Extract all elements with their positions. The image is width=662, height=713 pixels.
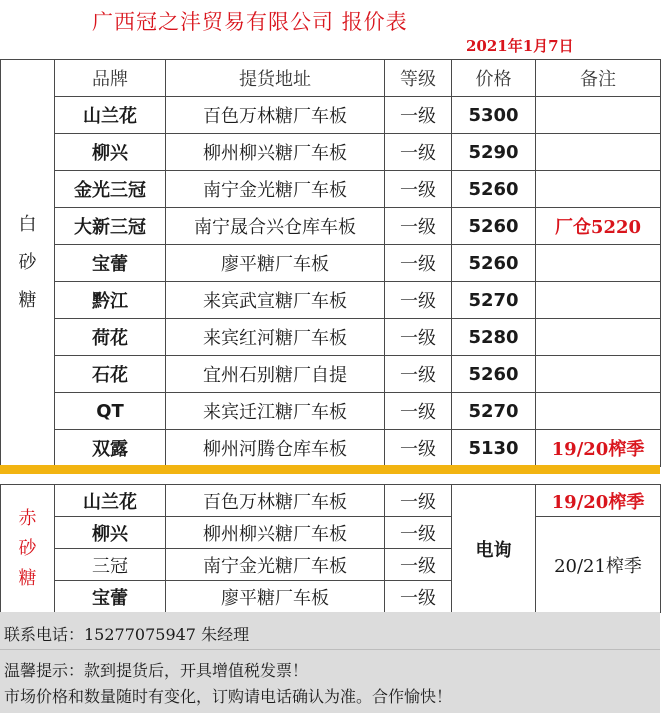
cell-brand: 柳兴	[55, 134, 166, 171]
table-row	[1, 356, 661, 393]
header-address: 提货地址	[166, 60, 385, 97]
cell-brand: 山兰花	[55, 97, 166, 134]
cell-address: 来宾迁江糖厂车板	[166, 393, 385, 430]
cell-grade: 一级	[385, 319, 452, 356]
red-sugar-table	[0, 484, 661, 613]
cell-grade: 一级	[385, 430, 452, 467]
cell-note	[536, 393, 661, 430]
table-row	[1, 208, 661, 245]
cell-address: 廖平糖厂车板	[166, 245, 385, 282]
page-title: 广西冠之沣贸易有限公司 报价表	[92, 10, 408, 34]
cell-price: 5300	[452, 97, 536, 134]
contact-info: 联系电话：15277075947 朱经理	[4, 625, 250, 644]
header-price: 价格	[452, 60, 536, 97]
section-gap	[0, 474, 660, 484]
category-red-sugar: 赤 砂 糖	[1, 485, 55, 613]
category-white-sugar: 白 砂 糖	[1, 60, 55, 467]
cell-address: 柳州柳兴糖厂车板	[166, 134, 385, 171]
cell-address: 宜州石别糖厂自提	[166, 356, 385, 393]
header-row	[1, 60, 661, 97]
cell-note: 厂仓5220	[536, 208, 661, 245]
footer	[0, 612, 660, 713]
quote-date: 2021年1月7日	[466, 37, 574, 55]
cell-brand: 三冠	[55, 549, 166, 581]
cell-price: 5260	[452, 208, 536, 245]
cell-address: 南宁晟合兴仓库车板	[166, 208, 385, 245]
cell-price: 5260	[452, 171, 536, 208]
cell-grade: 一级	[385, 581, 452, 613]
table-row	[1, 319, 661, 356]
white-sugar-table	[0, 59, 661, 467]
cell-brand: 大新三冠	[55, 208, 166, 245]
cell-price: 5280	[452, 319, 536, 356]
cell-note	[536, 97, 661, 134]
table-row	[1, 245, 661, 282]
footer-divider	[0, 649, 660, 650]
cell-brand: QT	[55, 393, 166, 430]
cell-brand: 黔江	[55, 282, 166, 319]
cell-address: 廖平糖厂车板	[166, 581, 385, 613]
cell-grade: 一级	[385, 356, 452, 393]
cell-note	[536, 134, 661, 171]
table-row	[1, 97, 661, 134]
title-bar	[0, 0, 660, 58]
cell-address: 百色万林糖厂车板	[166, 97, 385, 134]
cell-price: 5290	[452, 134, 536, 171]
cell-grade: 一级	[385, 208, 452, 245]
cell-note	[536, 319, 661, 356]
tip-price-change: 市场价格和数量随时有变化，订购请电话确认为准。合作愉快！	[4, 687, 453, 706]
header-grade: 等级	[385, 60, 452, 97]
table-row	[1, 282, 661, 319]
cell-note	[536, 282, 661, 319]
cell-address: 柳州柳兴糖厂车板	[166, 517, 385, 549]
cell-brand: 宝蕾	[55, 581, 166, 613]
cell-address: 百色万林糖厂车板	[166, 485, 385, 517]
cell-brand: 宝蕾	[55, 245, 166, 282]
cell-note	[536, 171, 661, 208]
cell-brand: 金光三冠	[55, 171, 166, 208]
section-separator	[0, 465, 660, 474]
cell-brand: 双露	[55, 430, 166, 467]
cell-address: 来宾红河糖厂车板	[166, 319, 385, 356]
cell-grade: 一级	[385, 393, 452, 430]
header-note: 备注	[536, 60, 661, 97]
cell-grade: 一级	[385, 549, 452, 581]
cell-grade: 一级	[385, 485, 452, 517]
tip-invoice: 温馨提示：款到提货后，开具增值税发票！	[4, 661, 309, 680]
cell-note: 19/20榨季	[536, 430, 661, 467]
table-row	[1, 134, 661, 171]
cell-price: 5260	[452, 245, 536, 282]
cell-price: 5270	[452, 282, 536, 319]
cell-grade: 一级	[385, 245, 452, 282]
cell-grade: 一级	[385, 97, 452, 134]
cell-address: 来宾武宣糖厂车板	[166, 282, 385, 319]
table-row	[1, 393, 661, 430]
cell-price: 5270	[452, 393, 536, 430]
cell-grade: 一级	[385, 171, 452, 208]
cell-address: 南宁金光糖厂车板	[166, 549, 385, 581]
table-row	[1, 171, 661, 208]
cell-grade: 一级	[385, 134, 452, 171]
cell-price: 5260	[452, 356, 536, 393]
table-row	[1, 517, 661, 549]
cell-price: 5130	[452, 430, 536, 467]
table-row	[1, 430, 661, 467]
cell-brand: 山兰花	[55, 485, 166, 517]
cell-brand: 荷花	[55, 319, 166, 356]
cell-note-season-1920: 19/20榨季	[536, 485, 661, 517]
cell-address: 柳州河腾仓库车板	[166, 430, 385, 467]
cell-note	[536, 356, 661, 393]
cell-brand: 石花	[55, 356, 166, 393]
price-inquiry: 电询	[452, 485, 536, 613]
cell-grade: 一级	[385, 517, 452, 549]
cell-note-season-2021: 20/21榨季	[536, 517, 661, 613]
cell-note	[536, 245, 661, 282]
header-brand: 品牌	[55, 60, 166, 97]
cell-grade: 一级	[385, 282, 452, 319]
cell-address: 南宁金光糖厂车板	[166, 171, 385, 208]
table-row	[1, 485, 661, 517]
cell-brand: 柳兴	[55, 517, 166, 549]
